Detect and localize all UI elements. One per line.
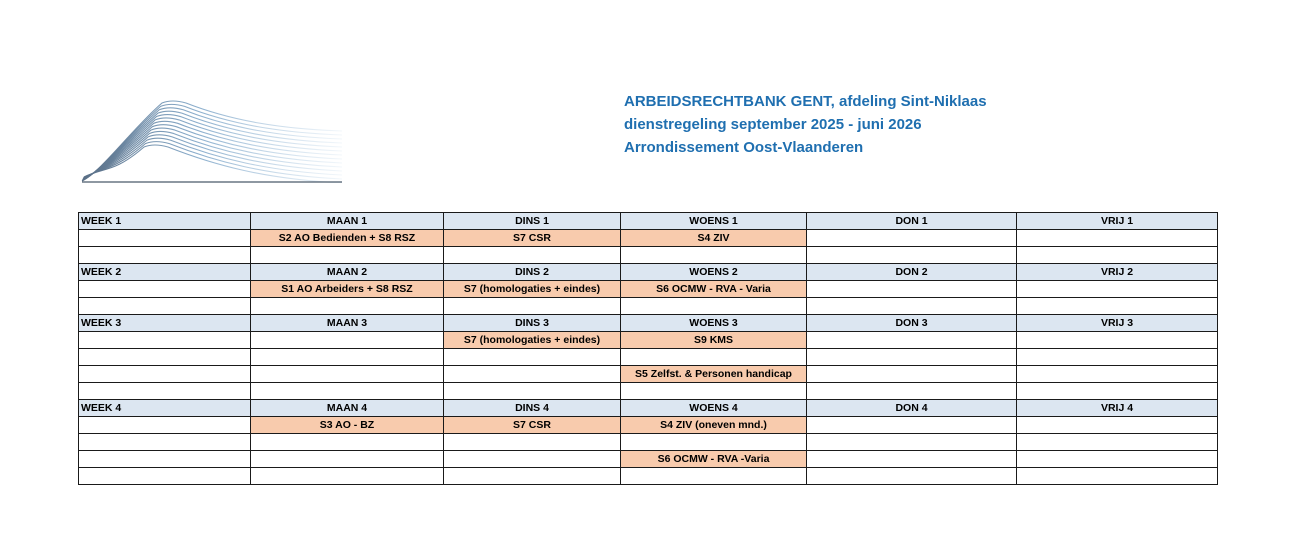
empty-cell bbox=[807, 281, 1017, 298]
district-subtitle: Arrondissement Oost-Vlaanderen bbox=[624, 139, 864, 156]
empty-cell bbox=[444, 298, 621, 315]
schedule-row bbox=[79, 366, 1218, 383]
empty-cell bbox=[444, 383, 621, 400]
schedule-row bbox=[79, 468, 1218, 485]
session-cell: S7 CSR bbox=[444, 417, 621, 434]
week-spacer-cell bbox=[79, 366, 251, 383]
week-spacer-cell bbox=[79, 349, 251, 366]
session-cell: S6 OCMW - RVA - Varia bbox=[621, 281, 807, 298]
schedule-row bbox=[79, 332, 1218, 349]
schedule-row bbox=[79, 298, 1218, 315]
week-spacer-cell bbox=[79, 230, 251, 247]
empty-cell bbox=[1017, 468, 1218, 485]
empty-cell bbox=[444, 366, 621, 383]
empty-cell bbox=[251, 451, 444, 468]
empty-cell bbox=[251, 298, 444, 315]
empty-cell bbox=[807, 468, 1017, 485]
empty-cell bbox=[621, 434, 807, 451]
empty-cell bbox=[444, 349, 621, 366]
empty-cell bbox=[1017, 332, 1218, 349]
week-spacer-cell bbox=[79, 383, 251, 400]
schedule-row bbox=[79, 383, 1218, 400]
empty-cell bbox=[807, 366, 1017, 383]
empty-cell bbox=[621, 349, 807, 366]
schedule-row bbox=[79, 349, 1218, 366]
day-header: VRIJ 4 bbox=[1017, 400, 1218, 417]
empty-cell bbox=[807, 434, 1017, 451]
empty-cell bbox=[1017, 349, 1218, 366]
day-header: DINS 2 bbox=[444, 264, 621, 281]
week-spacer-cell bbox=[79, 298, 251, 315]
empty-cell bbox=[1017, 298, 1218, 315]
week-spacer-cell bbox=[79, 451, 251, 468]
day-header: DON 4 bbox=[807, 400, 1017, 417]
empty-cell bbox=[251, 434, 444, 451]
empty-cell bbox=[807, 417, 1017, 434]
empty-cell bbox=[807, 247, 1017, 264]
day-header: MAAN 3 bbox=[251, 315, 444, 332]
empty-cell bbox=[1017, 366, 1218, 383]
empty-cell bbox=[807, 230, 1017, 247]
day-header: DON 3 bbox=[807, 315, 1017, 332]
schedule-row bbox=[79, 417, 1218, 434]
day-header: MAAN 1 bbox=[251, 213, 444, 230]
week-spacer-cell bbox=[79, 281, 251, 298]
week-spacer-cell bbox=[79, 468, 251, 485]
logo-wave-line bbox=[82, 101, 342, 181]
week-spacer-cell bbox=[79, 332, 251, 349]
session-cell: S4 ZIV bbox=[621, 230, 807, 247]
session-cell: S7 (homologaties + eindes) bbox=[444, 281, 621, 298]
schedule-row bbox=[79, 247, 1218, 264]
day-header: DINS 1 bbox=[444, 213, 621, 230]
day-header: VRIJ 3 bbox=[1017, 315, 1218, 332]
day-header: DON 1 bbox=[807, 213, 1017, 230]
day-header: DON 2 bbox=[807, 264, 1017, 281]
court-logo-icon bbox=[80, 95, 342, 183]
empty-cell bbox=[1017, 383, 1218, 400]
day-header: DINS 4 bbox=[444, 400, 621, 417]
session-cell: S1 AO Arbeiders + S8 RSZ bbox=[251, 281, 444, 298]
empty-cell bbox=[807, 332, 1017, 349]
empty-cell bbox=[251, 383, 444, 400]
empty-cell bbox=[621, 468, 807, 485]
day-header: WOENS 4 bbox=[621, 400, 807, 417]
empty-cell bbox=[807, 298, 1017, 315]
document-header bbox=[624, 90, 987, 159]
week-header-row bbox=[79, 315, 1218, 332]
week-spacer-cell bbox=[79, 417, 251, 434]
empty-cell bbox=[1017, 247, 1218, 264]
day-header: MAAN 4 bbox=[251, 400, 444, 417]
session-cell: S2 AO Bedienden + S8 RSZ bbox=[251, 230, 444, 247]
week-label: WEEK 4 bbox=[79, 400, 251, 417]
day-header: WOENS 1 bbox=[621, 213, 807, 230]
empty-cell bbox=[251, 349, 444, 366]
empty-cell bbox=[621, 247, 807, 264]
week-header-row bbox=[79, 400, 1218, 417]
empty-cell bbox=[251, 332, 444, 349]
court-title: ARBEIDSRECHTBANK GENT, afdeling Sint-Niklaas bbox=[624, 93, 987, 110]
empty-cell bbox=[621, 383, 807, 400]
schedule-subtitle: dienstregeling september 2025 - juni 2026 bbox=[624, 116, 922, 133]
empty-cell bbox=[251, 366, 444, 383]
schedule-table bbox=[78, 212, 1218, 485]
week-label: WEEK 1 bbox=[79, 213, 251, 230]
schedule-row bbox=[79, 434, 1218, 451]
empty-cell bbox=[807, 349, 1017, 366]
day-header: MAAN 2 bbox=[251, 264, 444, 281]
session-cell: S7 CSR bbox=[444, 230, 621, 247]
week-label: WEEK 2 bbox=[79, 264, 251, 281]
day-header: DINS 3 bbox=[444, 315, 621, 332]
session-cell: S6 OCMW - RVA -Varia bbox=[621, 451, 807, 468]
day-header: VRIJ 2 bbox=[1017, 264, 1218, 281]
session-cell: S4 ZIV (oneven mnd.) bbox=[621, 417, 807, 434]
empty-cell bbox=[807, 383, 1017, 400]
empty-cell bbox=[251, 468, 444, 485]
empty-cell bbox=[1017, 434, 1218, 451]
week-spacer-cell bbox=[79, 434, 251, 451]
session-cell: S7 (homologaties + eindes) bbox=[444, 332, 621, 349]
empty-cell bbox=[621, 298, 807, 315]
week-header-row bbox=[79, 264, 1218, 281]
empty-cell bbox=[1017, 451, 1218, 468]
day-header: WOENS 2 bbox=[621, 264, 807, 281]
empty-cell bbox=[807, 451, 1017, 468]
week-header-row bbox=[79, 213, 1218, 230]
empty-cell bbox=[251, 247, 444, 264]
empty-cell bbox=[444, 451, 621, 468]
schedule-row bbox=[79, 281, 1218, 298]
day-header: WOENS 3 bbox=[621, 315, 807, 332]
empty-cell bbox=[1017, 417, 1218, 434]
session-cell: S9 KMS bbox=[621, 332, 807, 349]
empty-cell bbox=[444, 247, 621, 264]
empty-cell bbox=[1017, 281, 1218, 298]
schedule-row bbox=[79, 451, 1218, 468]
week-label: WEEK 3 bbox=[79, 315, 251, 332]
week-spacer-cell bbox=[79, 247, 251, 264]
session-cell: S5 Zelfst. & Personen handicap bbox=[621, 366, 807, 383]
empty-cell bbox=[444, 468, 621, 485]
schedule-row bbox=[79, 230, 1218, 247]
empty-cell bbox=[444, 434, 621, 451]
session-cell: S3 AO - BZ bbox=[251, 417, 444, 434]
day-header: VRIJ 1 bbox=[1017, 213, 1218, 230]
empty-cell bbox=[1017, 230, 1218, 247]
